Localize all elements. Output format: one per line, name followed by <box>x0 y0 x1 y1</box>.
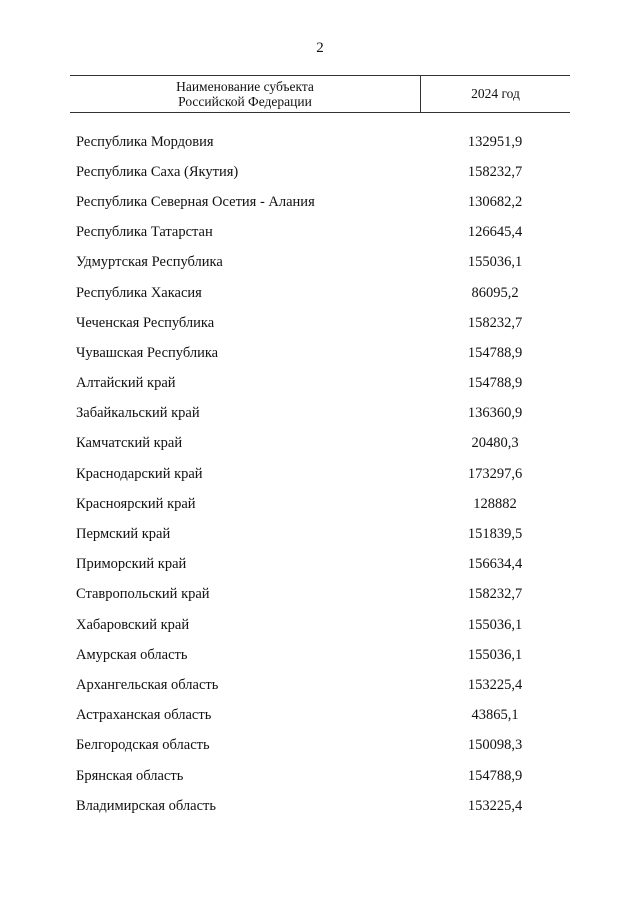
value-2024-cell: 173297,6 <box>467 465 523 482</box>
header-subject-name-line1: Наименование субъекта <box>176 79 314 94</box>
subject-name-cell: Амурская область <box>76 646 188 663</box>
value-2024-cell: 154788,9 <box>467 767 523 784</box>
table-row <box>70 278 570 308</box>
value-2024-cell: 126645,4 <box>467 224 523 241</box>
table-row <box>70 550 570 580</box>
table-row <box>70 248 570 278</box>
subject-name-cell: Владимирская область <box>76 797 216 814</box>
subject-name-cell: Чеченская Республика <box>76 314 215 331</box>
subject-name-cell: Астраханская область <box>76 707 212 724</box>
value-2024-cell: 86095,2 <box>471 284 519 301</box>
subject-name-cell: Красноярский край <box>76 495 196 512</box>
subject-name-cell: Республика Мордовия <box>76 133 214 150</box>
table-row <box>70 399 570 429</box>
subject-name-cell: Белгородская область <box>76 737 210 754</box>
value-2024-cell: 154788,9 <box>467 375 523 392</box>
value-2024-cell: 151839,5 <box>467 526 523 543</box>
table-header <box>70 75 570 113</box>
subject-name-cell: Пермский край <box>76 526 171 543</box>
subject-name-cell: Хабаровский край <box>76 616 190 633</box>
value-2024-cell: 153225,4 <box>467 797 523 814</box>
table-row <box>70 187 570 217</box>
table-body <box>70 127 570 821</box>
subject-name-cell: Архангельская область <box>76 676 219 693</box>
subject-name-cell: Удмуртская Республика <box>76 254 223 271</box>
table-row <box>70 308 570 338</box>
table-row <box>70 761 570 791</box>
table-row <box>70 519 570 549</box>
subject-name-cell: Чувашская Республика <box>76 344 219 361</box>
table-row <box>70 157 570 187</box>
subject-name-cell: Республика Хакасия <box>76 284 202 301</box>
table-row <box>70 610 570 640</box>
table-row <box>70 701 570 731</box>
value-2024-cell: 150098,3 <box>467 737 523 754</box>
header-year: 2024 год <box>471 86 520 101</box>
subject-name-cell: Забайкальский край <box>76 405 200 422</box>
value-2024-cell: 154788,9 <box>467 344 523 361</box>
subsidy-table <box>70 75 570 821</box>
subject-name-cell: Брянская область <box>76 767 184 784</box>
value-2024-cell: 136360,9 <box>467 405 523 422</box>
table-row <box>70 791 570 821</box>
value-2024-cell: 128882 <box>473 495 517 512</box>
value-2024-cell: 155036,1 <box>467 254 523 271</box>
subject-name-cell: Краснодарский край <box>76 465 203 482</box>
subject-name-cell: Приморский край <box>76 556 187 573</box>
subject-name-cell: Республика Северная Осетия - Алания <box>76 193 315 210</box>
table-row <box>70 670 570 700</box>
table-row <box>70 338 570 368</box>
value-2024-cell: 43865,1 <box>471 707 519 724</box>
table-row <box>70 429 570 459</box>
subject-name-cell: Ставропольский край <box>76 586 210 603</box>
table-row <box>70 459 570 489</box>
subject-name-cell: Республика Саха (Якутия) <box>76 163 239 180</box>
table-row <box>70 640 570 670</box>
value-2024-cell: 130682,2 <box>467 193 523 210</box>
value-2024-cell: 158232,7 <box>467 586 523 603</box>
table-row <box>70 731 570 761</box>
subject-name-cell: Республика Татарстан <box>76 224 213 241</box>
value-2024-cell: 155036,1 <box>467 616 523 633</box>
value-2024-cell: 20480,3 <box>471 435 519 452</box>
value-2024-cell: 158232,7 <box>467 163 523 180</box>
table-row <box>70 580 570 610</box>
value-2024-cell: 132951,9 <box>467 133 523 150</box>
subject-name-cell: Камчатский край <box>76 435 183 452</box>
page-number: 2 <box>316 40 324 56</box>
table-row <box>70 127 570 157</box>
table-row <box>70 489 570 519</box>
table-row <box>70 218 570 248</box>
value-2024-cell: 155036,1 <box>467 646 523 663</box>
value-2024-cell: 153225,4 <box>467 676 523 693</box>
subject-name-cell: Алтайский край <box>76 375 176 392</box>
table-row <box>70 369 570 399</box>
value-2024-cell: 158232,7 <box>467 314 523 331</box>
value-2024-cell: 156634,4 <box>467 556 523 573</box>
header-subject-name <box>70 76 421 112</box>
header-subject-name-line2: Российской Федерации <box>178 94 312 109</box>
